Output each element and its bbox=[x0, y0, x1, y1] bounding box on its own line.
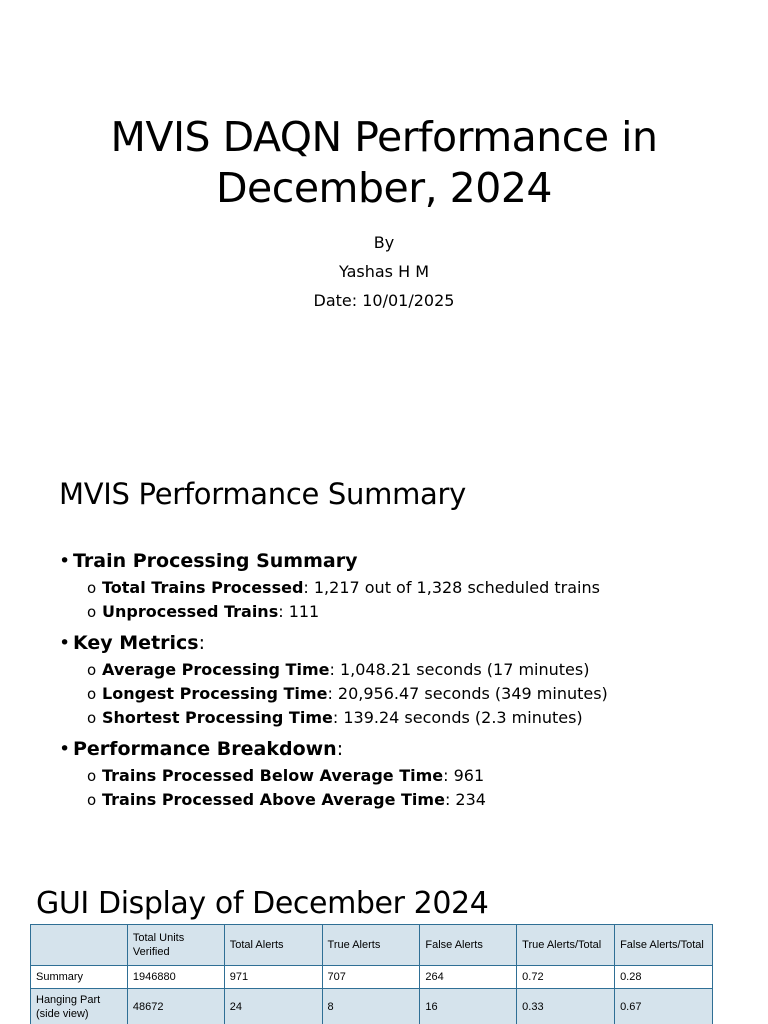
table-cell: 1946880 bbox=[127, 966, 224, 989]
table-header-cell: False Alerts bbox=[420, 925, 517, 966]
table-header-row bbox=[31, 925, 713, 966]
table-row bbox=[31, 989, 713, 1024]
table-cell: Hanging Part (side view) bbox=[31, 989, 128, 1024]
summary-slide bbox=[0, 432, 768, 864]
section-heading: • Key Metrics : bbox=[59, 629, 739, 658]
summary-bullets bbox=[59, 547, 739, 812]
presentation-date: Date: 10/01/2025 bbox=[313, 291, 455, 310]
list-item: o Longest Processing Time: 20,956.47 seconds (349 minutes) bbox=[59, 682, 739, 706]
list-item: o Unprocessed Trains: 111 bbox=[59, 600, 739, 624]
title-line-2: December, 2024 bbox=[215, 164, 552, 212]
bullet-icon: • bbox=[59, 632, 71, 654]
bullet-icon: • bbox=[59, 550, 71, 572]
alerts-table bbox=[30, 924, 713, 1024]
circle-bullet-icon: o bbox=[87, 767, 97, 785]
list-item: o Trains Processed Above Average Time: 234 bbox=[59, 788, 739, 812]
table-cell: 707 bbox=[322, 966, 420, 989]
subtitle-block bbox=[0, 228, 768, 315]
circle-bullet-icon: o bbox=[87, 685, 97, 703]
presentation-title bbox=[0, 112, 768, 214]
table-row bbox=[31, 966, 713, 989]
table-cell: 0.28 bbox=[615, 966, 713, 989]
by-label: By bbox=[373, 233, 395, 252]
circle-bullet-icon: o bbox=[87, 579, 97, 597]
table-cell: 264 bbox=[420, 966, 517, 989]
list-item: o Average Processing Time: 1,048.21 seconds (17 minutes) bbox=[59, 658, 739, 682]
list-item: o Total Trains Processed: 1,217 out of 1,328 scheduled trains bbox=[59, 576, 739, 600]
title-slide bbox=[0, 0, 768, 432]
table-cell: 0.67 bbox=[615, 989, 713, 1024]
table-cell: 24 bbox=[224, 989, 322, 1024]
circle-bullet-icon: o bbox=[87, 709, 97, 727]
table-cell: 16 bbox=[420, 989, 517, 1024]
table-header-cell: False Alerts/Total bbox=[615, 925, 713, 966]
title-line-1: MVIS DAQN Performance in bbox=[110, 113, 658, 161]
circle-bullet-icon: o bbox=[87, 603, 97, 621]
list-item: o Shortest Processing Time: 139.24 seconds (2.3 minutes) bbox=[59, 706, 739, 730]
table-cell: 971 bbox=[224, 966, 322, 989]
table-header-cell: True Alerts bbox=[322, 925, 420, 966]
table-header-cell: True Alerts/Total bbox=[517, 925, 615, 966]
table-cell: 48672 bbox=[127, 989, 224, 1024]
table-cell: 0.33 bbox=[517, 989, 615, 1024]
list-item: o Trains Processed Below Average Time: 961 bbox=[59, 764, 739, 788]
section-heading: • Train Processing Summary bbox=[59, 547, 739, 576]
table-cell: 0.72 bbox=[517, 966, 615, 989]
table-header-cell: Total Units Verified bbox=[127, 925, 224, 966]
author-name: Yashas H M bbox=[339, 262, 429, 281]
circle-bullet-icon: o bbox=[87, 791, 97, 809]
bullet-icon: • bbox=[59, 738, 71, 760]
circle-bullet-icon: o bbox=[87, 661, 97, 679]
gui-display-title: GUI Display of December 2024 bbox=[36, 886, 489, 921]
gui-display-slide bbox=[0, 864, 768, 1024]
summary-title: MVIS Performance Summary bbox=[59, 477, 466, 511]
table-header-cell bbox=[31, 925, 128, 966]
section-heading: • Performance Breakdown : bbox=[59, 735, 739, 764]
table-cell: 8 bbox=[322, 989, 420, 1024]
table-cell: Summary bbox=[31, 966, 128, 989]
table-header-cell: Total Alerts bbox=[224, 925, 322, 966]
